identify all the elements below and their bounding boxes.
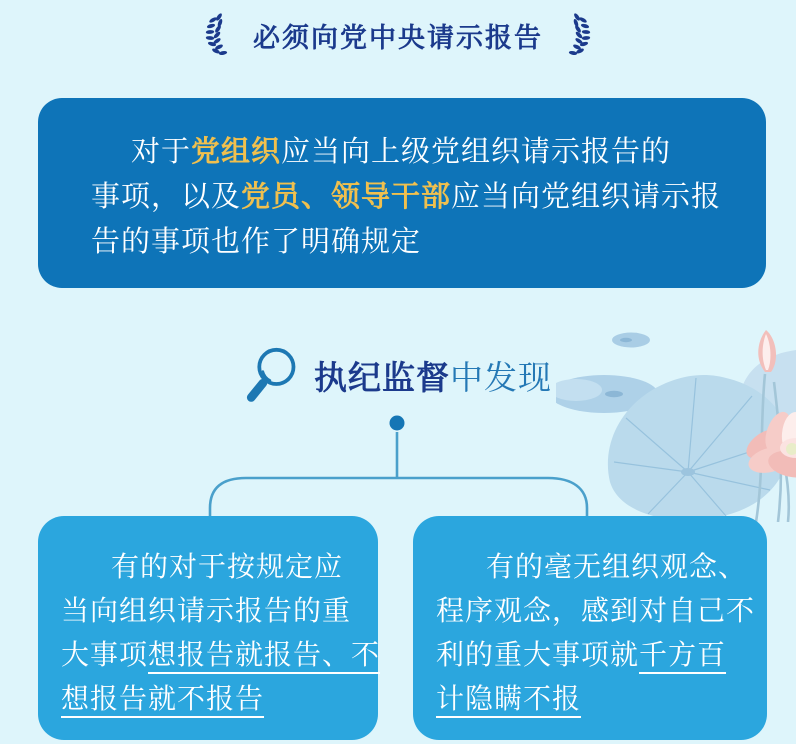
text-line: 大事项想报告就报告、不	[61, 638, 381, 671]
page-title: 必须向党中央请示报告	[253, 22, 543, 54]
intro-card	[38, 98, 766, 288]
finder-label-rest: 中发现	[450, 357, 552, 397]
branch-right-text	[436, 545, 756, 721]
wheat-right-icon	[565, 13, 597, 57]
connector-dot	[390, 416, 405, 431]
text-line: 对于党组织应当向上级党组织请示报告的	[131, 134, 672, 168]
branch-left-text	[61, 545, 381, 721]
text-line: 事项，以及党员、领导干部应当向党组织请示报	[91, 179, 722, 213]
text-line: 利的重大事项就千方百	[436, 638, 727, 671]
lotus-decoration-icon	[556, 322, 796, 522]
text-line: 计隐瞒不报	[436, 682, 582, 715]
text-line: 想报告就不报告	[61, 682, 265, 715]
finder-label	[314, 352, 552, 399]
text-line: 程序观念，感到对自己不	[436, 594, 756, 627]
text-line: 当向组织请示报告的重	[61, 594, 352, 627]
wheat-left-icon	[199, 13, 231, 57]
branch-card-left	[38, 516, 381, 740]
finder-label-strong: 执纪监督	[314, 357, 450, 397]
header	[0, 10, 796, 60]
text-line: 告的事项也作了明确规定	[91, 224, 422, 258]
magnifier-icon	[244, 345, 298, 405]
text-line: 有的毫无组织观念、	[486, 550, 748, 583]
branch-card-right	[413, 516, 767, 740]
intro-text	[91, 129, 726, 264]
text-line: 有的对于按规定应	[111, 550, 344, 583]
